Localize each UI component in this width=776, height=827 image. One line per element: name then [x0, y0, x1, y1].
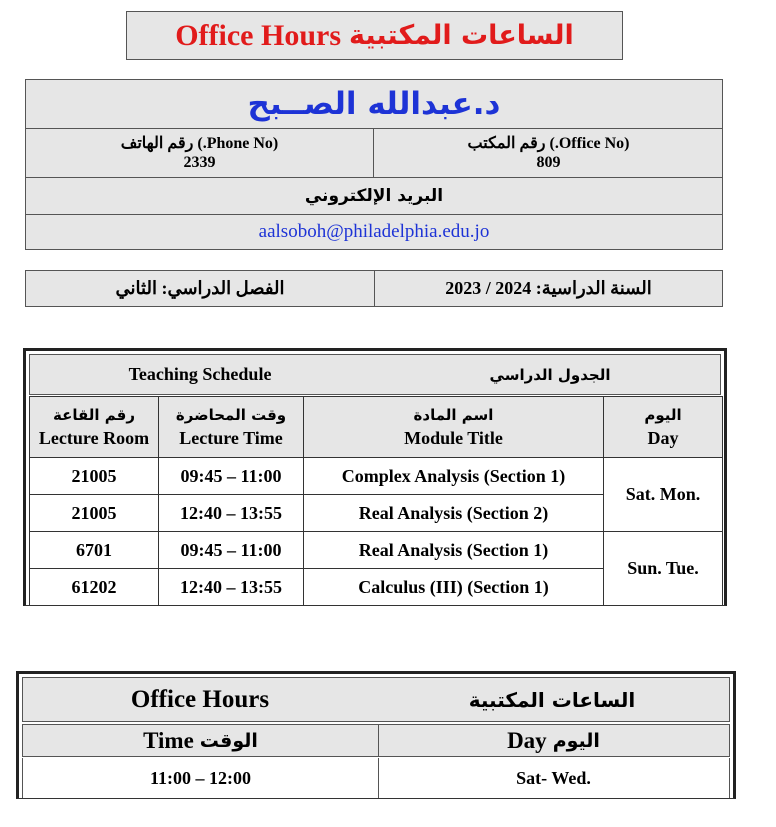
phone-value: 2339 [183, 154, 216, 171]
module-cell: Real Analysis (Section 1) [304, 532, 604, 569]
phone-cell [26, 129, 374, 177]
office-hours-title-en: Office Hours [130, 685, 270, 713]
time-cell: 09:45 – 11:00 [159, 458, 304, 495]
schedule-header [29, 354, 721, 395]
time-cell: 12:40 – 13:55 [159, 569, 304, 606]
day-cell: Sat. Mon. [604, 458, 723, 532]
office-value: 809 [536, 154, 561, 171]
module-cell: Complex Analysis (Section 1) [304, 458, 604, 495]
schedule-column-headers [30, 397, 723, 458]
header-time: وقت المحاضرة Lecture Time [159, 397, 304, 458]
office-hours-day: Sat- Wed. [516, 767, 591, 788]
header-module: اسم المادة Module Title [304, 397, 604, 458]
time-cell: 09:45 – 11:00 [159, 532, 304, 569]
office-hours-table [16, 671, 736, 799]
instructor-name-row [26, 80, 722, 129]
office-hours-row [22, 758, 730, 798]
office-hours-title-ar: الساعات المكتبية [468, 687, 636, 712]
time-header: Time الوقت [23, 725, 379, 756]
page-title [126, 11, 623, 60]
office-hours-column-headers [22, 724, 730, 757]
module-cell: Real Analysis (Section 2) [304, 495, 604, 532]
instructor-name: د.عبدالله الصــبح [247, 86, 501, 122]
semester-text: الفصل الدراسي: الثاني [26, 271, 375, 306]
schedule-title-ar: الجدول الدراسي [489, 365, 611, 384]
office-hours-time: 11:00 – 12:00 [23, 758, 379, 798]
table-row [30, 458, 723, 495]
table-row [30, 532, 723, 569]
year-text: السنة الدراسية: 2024 / 2023 [445, 278, 652, 298]
office-hours-header [22, 677, 730, 722]
room-cell: 61202 [30, 569, 159, 606]
title-en: Office Hours [175, 18, 342, 52]
phone-label: رقم الهاتف (.Phone No) [120, 135, 279, 152]
schedule-table [29, 396, 723, 606]
time-cell: 12:40 – 13:55 [159, 495, 304, 532]
email-link[interactable]: aalsoboh@philadelphia.edu.jo [26, 215, 722, 250]
office-label: رقم المكتب (.Office No) [467, 135, 630, 152]
contact-row [26, 129, 722, 178]
module-cell: Calculus (III) (Section 1) [304, 569, 604, 606]
office-cell [374, 129, 723, 177]
day-cell: Sun. Tue. [604, 532, 723, 606]
room-cell: 6701 [30, 532, 159, 569]
header-day: اليوم Day [604, 397, 723, 458]
schedule-title-en: Teaching Schedule [128, 364, 272, 384]
semester-row [25, 270, 723, 307]
day-header: Day اليوم [507, 727, 600, 753]
title-ar: الساعات المكتبية [349, 20, 574, 51]
teaching-schedule [23, 348, 727, 606]
room-cell: 21005 [30, 495, 159, 532]
instructor-info [25, 79, 723, 250]
header-room: رقم القاعة Lecture Room [30, 397, 159, 458]
room-cell: 21005 [30, 458, 159, 495]
email-label: البريد الإلكتروني [26, 178, 722, 215]
